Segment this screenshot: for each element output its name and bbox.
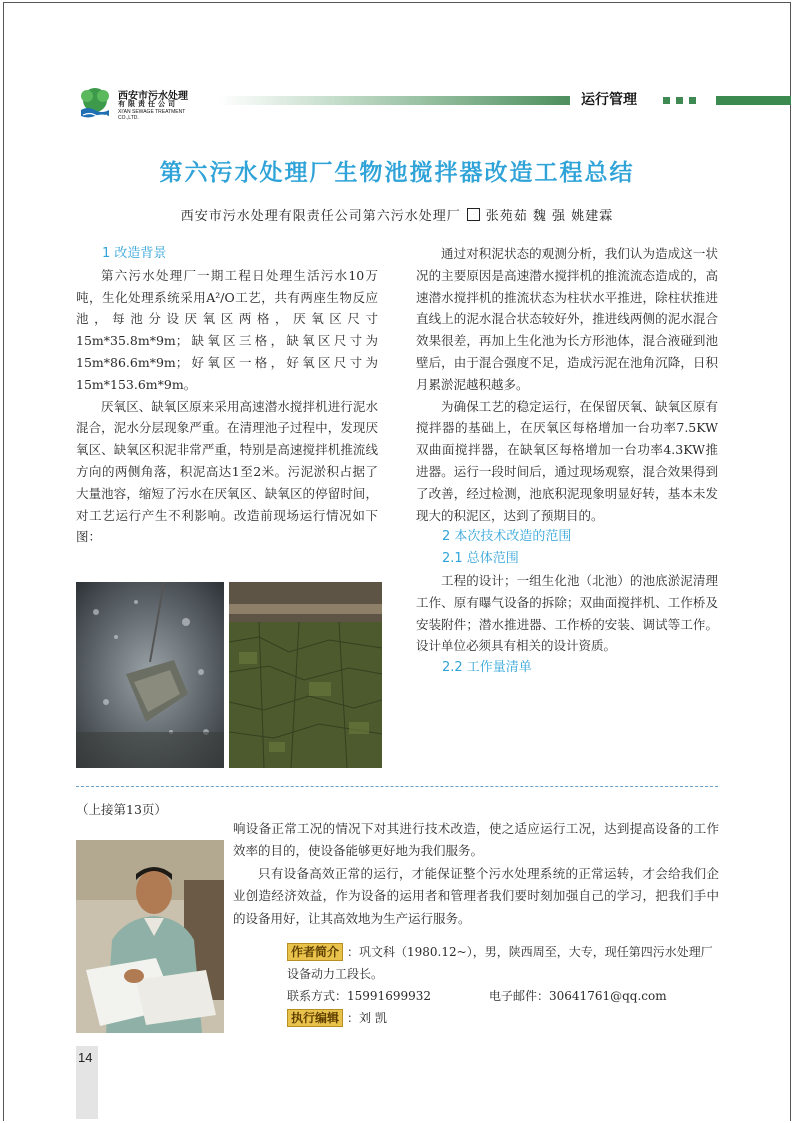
header-square-3 [689, 97, 696, 104]
paragraph: 工程的设计；一组生化池（北池）的池底淤泥清理工作、原有曝气设备的拆除；双曲面搅拌机、工作桥及安装附件；潜水推进器、工作桥的安装、调试等工作。设计单位必须具有相关的设计资质。 [416, 572, 718, 654]
sludge-tank-photo-2 [229, 582, 382, 768]
page-number-box [76, 1046, 98, 1119]
section-divider [76, 786, 718, 787]
page-number: 14 [78, 1050, 93, 1065]
editor-name: ：刘 凯 [347, 1011, 387, 1025]
paragraph: 为确保工艺的稳定运行，在保留厌氧、缺氧区原有搅拌器的基础上，在厌氧区每格增加一台功率7.5KW双曲面搅拌器，在缺氧区每格增加一台功率4.3KW推进器。运行一段时间后，通过现场观察，混合效果得到了改善，经过检测，池底积泥现象明显好转，基本未发现大的积泥区，达到了预期目的。 [416, 398, 718, 523]
org-name-cn-line2: 有限责任公司 [118, 100, 178, 108]
author-intro-line [287, 941, 719, 985]
heading-overall-scope: 2.1 总体范围 [442, 551, 519, 567]
paragraph: 只有设备高效正常的运行，才能保证整个污水处理系统的正常运转，才会给我们企业创造经济效益，作为设备的运用者和管理者我们要时刻加强自己的学习，把我们手中的设备用好，让其高效地为生产运行服务。 [233, 865, 719, 926]
header-gradient-bar [218, 96, 570, 105]
paragraph: 厌氧区、缺氧区原来采用高速潜水搅拌机进行泥水混合，泥水分层现象严重。在清理池子过程中，发现厌氧区、缺氧区积泥非常严重，特别是高速搅拌机推流线方向的两侧角落，积泥高达1至2米。污泥淤积占据了大量池容，缩短了污水在厌氧区、缺氧区的停留时间，对工艺运行产生不利影响。改造前现场运行情况如下图： [76, 398, 378, 545]
paragraph: 第六污水处理厂一期工程日处理生活污水10万吨，生化处理系统采用A²/O工艺，共有两座生物反应池，每池分设厌氧区两格，厌氧区尺寸15m*35.8m*9m；缺氧区三格，缺氧区尺寸为15m*86.6m*9m；好氧区一格，好氧区尺寸为15m*153.6m*9m。 [76, 267, 378, 392]
editor-tag: 执行编辑 [287, 1009, 343, 1027]
paragraph: 响设备正常工况的情况下对其进行技术改造，使之适应运行工况，达到提高设备的工作效率的目的，使设备能够更好地为我们服务。 [233, 821, 719, 859]
affiliation: 西安市污水处理有限责任公司第六污水处理厂 [180, 209, 461, 224]
authors: 张苑茹 魏 强 姚建霖 [485, 209, 614, 224]
continued-label: （上接第13页） [76, 802, 167, 817]
author-intro-text: ：巩文科（1980.12~），男，陕西周至，大专，现任第四污水处理厂设备动力工段长。 [287, 945, 713, 981]
right-column [416, 243, 718, 679]
email-address[interactable]: 30641761@qq.com [549, 989, 667, 1003]
separator-box-icon [467, 208, 480, 221]
header-square-1 [663, 97, 670, 104]
sludge-tank-photo-1 [76, 582, 224, 768]
heading-scope: 2 本次技术改造的范围 [442, 529, 572, 545]
editor-line [287, 1007, 719, 1029]
header-green-bar [716, 96, 791, 105]
article-title: 第六污水处理厂生物池搅拌器改造工程总结 [159, 160, 635, 186]
heading-background: 1 改造背景 [102, 246, 167, 261]
header-square-2 [676, 97, 683, 104]
contact-line [287, 985, 719, 1007]
author-intro-tag: 作者简介 [287, 943, 343, 961]
continued-text [233, 818, 719, 930]
section-name: 运行管理 [581, 92, 637, 108]
company-logo-icon [78, 86, 112, 120]
paragraph: 通过对积泥状态的观测分析，我们认为造成这一状况的主要原因是高速潜水搅拌机的推流流态造成的，高速潜水搅拌机的推流状态为柱状水平推进，除柱状推进直线上的泥水混合状态较好外，推进线两侧的泥水混合效果很差，再加上生化池为长方形池体，混合液碰到池壁后，由于混合强度不足，造成污泥在池角沉降，日积月累淤泥越积越多。 [416, 246, 718, 392]
author-info [287, 941, 719, 1029]
heading-workload-list: 2.2 工作量清单 [442, 660, 532, 676]
left-column [76, 243, 378, 548]
org-name-en: XI'AN SEWAGE TREATMENT CO.,LTD. [118, 109, 186, 121]
org-name-cn: 西安市污水处理 [118, 91, 188, 102]
contact-label: 联系方式： [287, 989, 348, 1003]
phone-number: 15991699932 [347, 989, 431, 1003]
byline [0, 205, 794, 224]
email-label: 电子邮件： [489, 989, 550, 1003]
author-photo [76, 840, 224, 1033]
